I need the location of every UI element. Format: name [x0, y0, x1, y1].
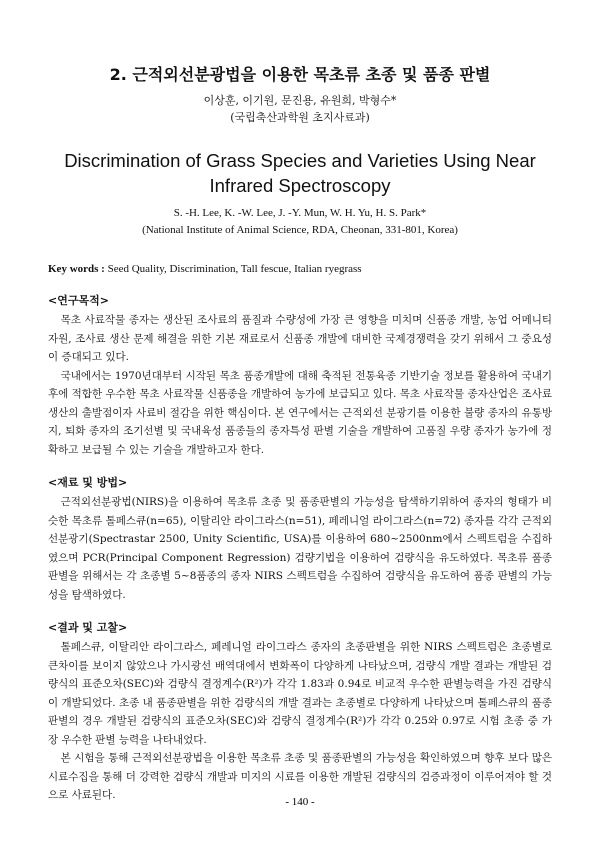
paragraph: 근적외선분광법(NIRS)을 이용하여 목초류 초종 및 품종판별의 가능성을 탐색하기위하여 종자의 형태가 비슷한 목초류 톨페스큐(n=65), 이탈리안 라이그라스(n=51), 페레니얼 라이그라스(n=72) 종자를 각각 근적외선분광기(Spectrastar 2500, Unity Scientific, USA)를 이용하여 680~2500nm에서 스펙트럼을 수집하였으며 PCR(Principal Component Regression) 검량기법을 이용하여 검량식을 유도하였다. 목초류 품종판별을 위해서는 각 초종별 5~8품종의 종자 NIRS 스펙트럼을 수집하여 검량식을 유도하여 품종 판별의 가능성을 탐색하였다.: [48, 496, 552, 601]
paragraph: 국내에서는 1970년대부터 시작된 목초 품종개발에 대해 축적된 전통육종 기반기술 정보를 활용하여 국내기후에 적합한 우수한 목초 사료작물 신품종을 개발하여 농가에 보급되고 있다. 목초 사료작물 종자산업은 조사료 생산의 출발점이자 사료비 절감을 위한 핵심이다. 본 연구에서는 근적외선 분광기를 이용한 불량 종자의 유통방지, 퇴화 종자의 조기선별 및 국내육성 품종들의 종자특성 판별 기술을 개발하여 고품질 우량 종자가 농가에 정확하고 보급될 수 있는 기술을 개발하고자 한다.: [48, 369, 552, 456]
korean-affiliation: (국립축산과학원 초지사료과): [230, 111, 370, 124]
section-heading: <결과 및 고찰>: [48, 621, 128, 634]
keywords-label: Key words :: [48, 263, 105, 275]
english-affiliation: (National Institute of Animal Science, RDA, Cheonan, 331-801, Korea): [142, 224, 458, 236]
section-heading: <재료 및 방법>: [48, 476, 128, 489]
page-number: - 140 -: [285, 796, 315, 808]
section-results: [48, 620, 552, 805]
paragraph: 톨페스큐, 이탈리안 라이그라스, 페레니얼 라이그라스 종자의 초종판별을 위한 NIRS 스펙트럼은 초종별로 큰차이를 보이지 않았으나 가시광선 배역대에서 변화폭이 다양하게 나타났으며, 검량식 개발 결과는 개발된 검량식의 표준오차(SEC)와 검량식 결정계수(R²)가 각각 1.83과 0.94로 비교적 우수한 판별능력을 가진 검량식이 개발되었다. 초종 내 품종판별을 위한 검량식의 개발 결과는 초종별로 다양하게 나타났으며 톨페스큐의 품종판별의 경우 개발된 검량식의 표준오차(SEC)와 검량식 결정계수(R²)가 각각 0.25와 0.97로 시험 초종 중 가장 우수한 판별 능력을 나타내었다.: [48, 641, 552, 746]
english-authors: S. -H. Lee, K. -W. Lee, J. -Y. Mun, W. H. Yu, H. S. Park*: [173, 207, 427, 219]
paragraph: 본 시험을 통해 근적외선분광법을 이용한 목초류 초종 및 품종판별의 가능성을 확인하였으며 향후 보다 많은 시료수집을 통해 더 강력한 검량식 개발과 미지의 시료를 이용한 개발된 검량식의 검증과정이 이루어져야 할 것으로 사료된다.: [48, 752, 552, 801]
korean-title: 2. 근적외선분광법을 이용한 목초류 초종 및 품종 판별: [109, 65, 491, 84]
section-methods: [48, 475, 552, 604]
keywords: [48, 261, 552, 277]
english-title: Discrimination of Grass Species and Varieties Using Near Infrared Spectroscopy: [64, 150, 536, 196]
keywords-text: Seed Quality, Discrimination, Tall fescue, Italian ryegrass: [107, 263, 362, 275]
section-heading: <연구목적>: [48, 294, 109, 307]
paragraph: 목초 사료작물 종자는 생산된 조사료의 품질과 수량성에 가장 큰 영향을 미치며 신품종 개발, 농업 어메니티 자원, 조사료 생산 문제 해결을 위한 기본 재료로서 신품종 개발에 대비한 국제경쟁력을 갖기 위해서 그 중요성이 증대되고 있다.: [48, 314, 552, 363]
korean-authors: 이상훈, 이기원, 문진용, 유원희, 박형수*: [203, 94, 397, 107]
section-objective: [48, 293, 552, 459]
